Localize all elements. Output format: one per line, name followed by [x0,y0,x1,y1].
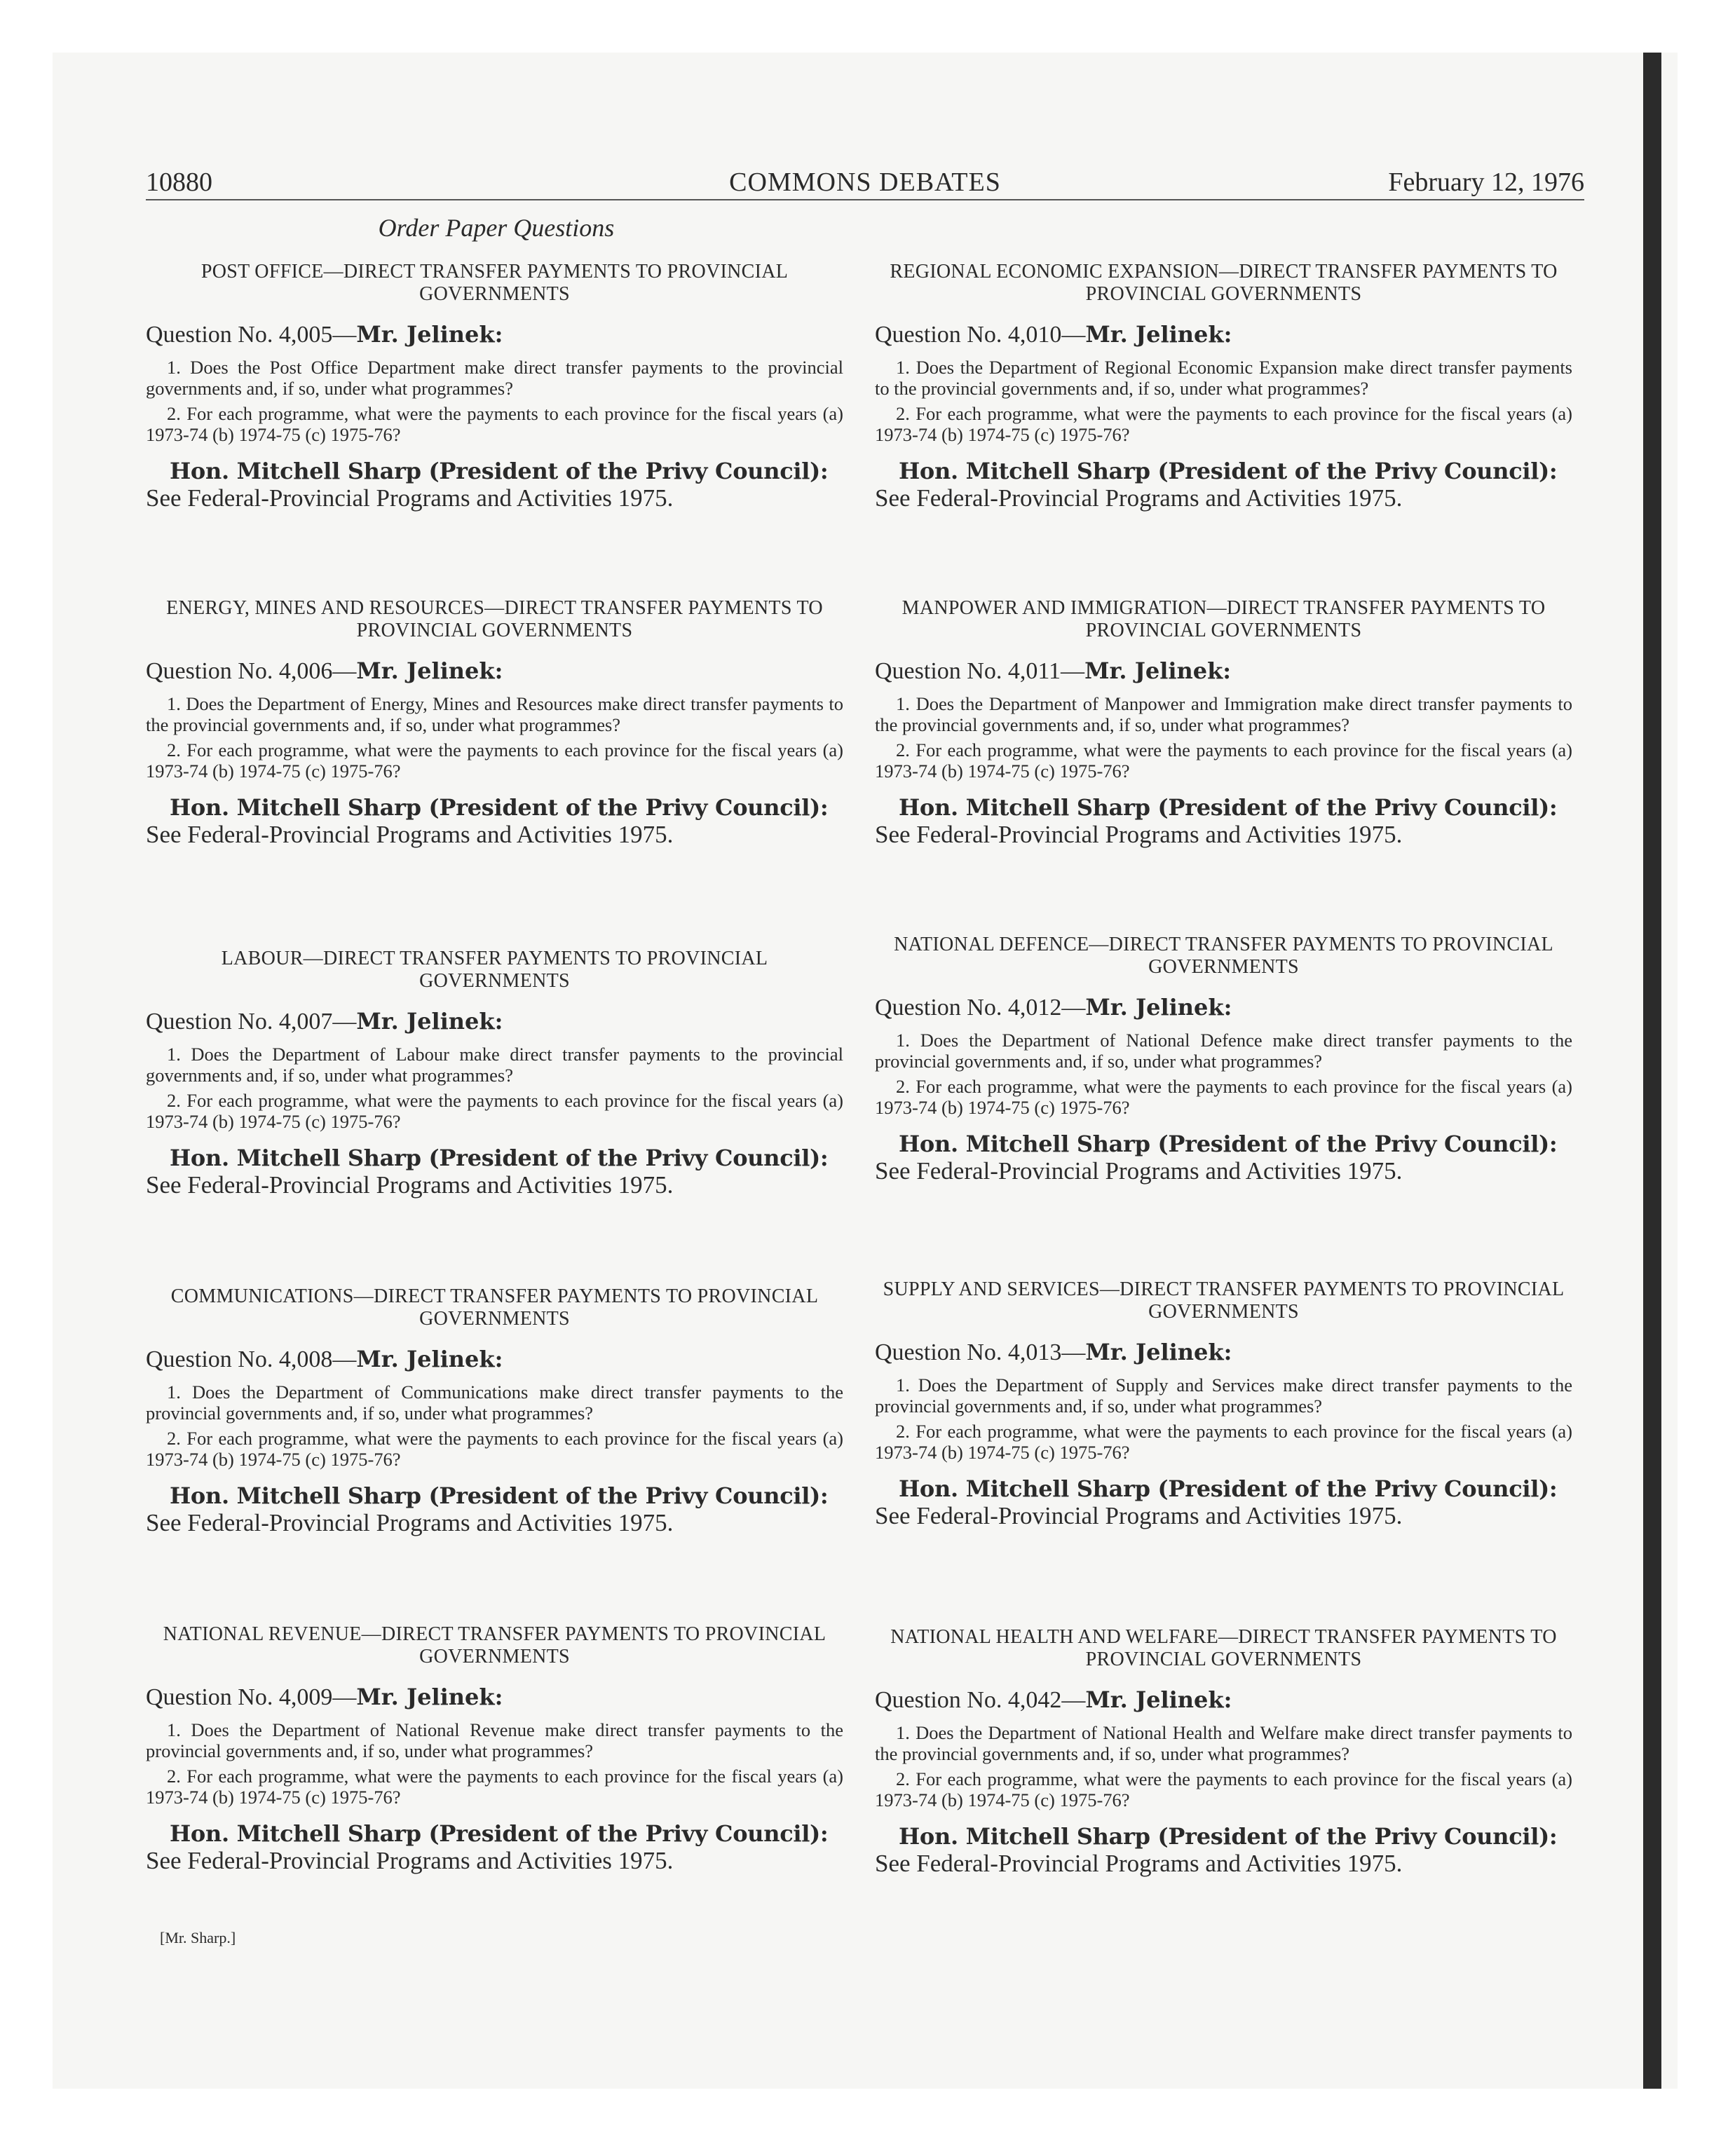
scan-edge-bar [1643,53,1661,2089]
question-part-2: 2. For each programme, what were the payments to each province for the fiscal years (a) 1973-74 (b) 1974-75 (c) 1975-76? [146,1766,843,1808]
question-heading: NATIONAL DEFENCE—DIRECT TRANSFER PAYMENTS TO PROVINCIAL GOVERNMENTS [894,934,1553,978]
question-heading: MANPOWER AND IMMIGRATION—DIRECT TRANSFER PAYMENTS TO PROVINCIAL GOVERNMENTS [901,597,1546,641]
question-entry [875,1626,1572,1878]
answer-speaker: Hon. Mitchell Sharp (President of the Privy Council): [170,1820,829,1847]
page-number: 10880 [146,168,212,197]
member-name: Mr. Jelinek: [356,1684,503,1710]
question-part-1: 1. Does the Department of National Revenue make direct transfer payments to the provincial governments and, if so, under what programmes? [146,1719,843,1761]
publication-title: COMMONS DEBATES [729,168,1001,197]
answer-speaker: Hon. Mitchell Sharp (President of the Privy Council): [170,1482,829,1509]
question-number: Question No. 4,005— [146,322,357,348]
page-header [146,163,1584,205]
member-name: Mr. Jelinek: [1085,321,1232,348]
question-number: Question No. 4,007— [146,1009,357,1035]
question-entry [875,261,1572,512]
question-number: Question No. 4,012— [875,995,1086,1021]
answer-reference: See Federal-Provincial Programs and Activities 1975. [875,1850,1403,1877]
answer-reference: See Federal-Provincial Programs and Activities 1975. [146,821,674,848]
question-number: Question No. 4,010— [875,322,1086,348]
question-part-2: 2. For each programme, what were the payments to each province for the fiscal years (a) 1973-74 (b) 1974-75 (c) 1975-76? [875,1076,1572,1118]
question-entry [146,1285,843,1537]
question-heading: POST OFFICE—DIRECT TRANSFER PAYMENTS TO PROVINCIAL GOVERNMENTS [200,261,789,305]
member-name: Mr. Jelinek: [356,1008,503,1035]
question-part-1: 1. Does the Department of Labour make direct transfer payments to the provincial governments and, if so, under what programmes? [146,1044,843,1086]
question-part-1: 1. Does the Department of National Health and Welfare make direct transfer payments to the provincial governments and, if so, under what programmes? [875,1722,1572,1764]
question-part-2: 2. For each programme, what were the payments to each province for the fiscal years (a) 1973-74 (b) 1974-75 (c) 1975-76? [875,1421,1572,1463]
question-number: Question No. 4,042— [875,1687,1086,1713]
answer-speaker: Hon. Mitchell Sharp (President of the Privy Council): [899,458,1558,484]
question-part-1: 1. Does the Department of Communications make direct transfer payments to the provincial governments and, if so, under what programmes? [146,1381,843,1424]
question-part-1: 1. Does the Department of Regional Economic Expansion make direct transfer payments to the provincial governments and, if so, under what programmes? [875,357,1572,399]
question-part-2: 2. For each programme, what were the payments to each province for the fiscal years (a) 1973-74 (b) 1974-75 (c) 1975-76? [146,403,843,445]
answer-speaker: Hon. Mitchell Sharp (President of the Privy Council): [899,1131,1558,1157]
answer-speaker: Hon. Mitchell Sharp (President of the Privy Council): [899,1475,1558,1502]
question-number: Question No. 4,009— [146,1684,357,1710]
question-number-line [146,321,843,348]
member-name: Mr. Jelinek: [356,657,503,684]
question-number-line [146,1684,843,1711]
answer-reference: See Federal-Provincial Programs and Activities 1975. [146,1171,674,1199]
question-heading: SUPPLY AND SERVICES—DIRECT TRANSFER PAYMENTS TO PROVINCIAL GOVERNMENTS [883,1278,1565,1323]
member-name: Mr. Jelinek: [356,321,503,348]
question-number: Question No. 4,013— [875,1339,1086,1365]
question-entry [146,597,843,849]
question-entry [146,1623,843,1875]
answer-reference: See Federal-Provincial Programs and Activities 1975. [875,1157,1403,1185]
question-number: Question No. 4,006— [146,658,357,684]
question-number: Question No. 4,011— [875,658,1085,684]
question-number-line [146,1008,843,1035]
question-number-line [875,1686,1572,1714]
member-name: Mr. Jelinek: [1084,657,1232,684]
answer-reference: See Federal-Provincial Programs and Activities 1975. [875,821,1403,848]
question-entry [875,934,1572,1185]
question-part-1: 1. Does the Department of Supply and Services make direct transfer payments to the provincial governments and, if so, under what programmes? [875,1374,1572,1417]
answer-speaker: Hon. Mitchell Sharp (President of the Privy Council): [170,458,829,484]
question-number-line [875,657,1572,685]
question-part-1: 1. Does the Post Office Department make direct transfer payments to the provincial governments and, if so, under what programmes? [146,357,843,399]
question-part-2: 2. For each programme, what were the payments to each province for the fiscal years (a) 1973-74 (b) 1974-75 (c) 1975-76? [875,1768,1572,1810]
member-name: Mr. Jelinek: [356,1346,503,1372]
answer-reference: See Federal-Provincial Programs and Activities 1975. [875,1502,1403,1529]
answer-speaker: Hon. Mitchell Sharp (President of the Privy Council): [170,1145,829,1171]
question-entry [146,261,843,512]
question-heading: ENERGY, MINES AND RESOURCES—DIRECT TRANSFER PAYMENTS TO PROVINCIAL GOVERNMENTS [166,597,823,641]
question-number-line [146,657,843,685]
speaker-footer-reference: [Mr. Sharp.] [160,1929,236,1946]
question-part-2: 2. For each programme, what were the payments to each province for the fiscal years (a) 1973-74 (b) 1974-75 (c) 1975-76? [146,1428,843,1470]
question-part-1: 1. Does the Department of Manpower and Immigration make direct transfer payments to the provincial governments and, if so, under what programmes? [875,693,1572,735]
question-part-2: 2. For each programme, what were the payments to each province for the fiscal years (a) 1973-74 (b) 1974-75 (c) 1975-76? [146,739,843,782]
question-number-line [146,1346,843,1373]
question-heading: NATIONAL REVENUE—DIRECT TRANSFER PAYMENTS TO PROVINCIAL GOVERNMENTS [163,1623,826,1667]
question-entry [875,1278,1572,1530]
question-entry [875,597,1572,849]
question-entry [146,948,843,1199]
header-rule [146,199,1584,200]
question-number-line [875,1339,1572,1366]
section-subtitle: Order Paper Questions [378,214,615,242]
answer-reference: See Federal-Provincial Programs and Activities 1975. [146,484,674,512]
question-part-2: 2. For each programme, what were the payments to each province for the fiscal years (a) 1973-74 (b) 1974-75 (c) 1975-76? [875,739,1572,782]
question-part-1: 1. Does the Department of National Defence make direct transfer payments to the provincial governments and, if so, under what programmes? [875,1030,1572,1072]
question-heading: REGIONAL ECONOMIC EXPANSION—DIRECT TRANSFER PAYMENTS TO PROVINCIAL GOVERNMENTS [890,261,1558,305]
question-part-2: 2. For each programme, what were the payments to each province for the fiscal years (a) 1973-74 (b) 1974-75 (c) 1975-76? [875,403,1572,445]
publication-date: February 12, 1976 [1388,168,1584,197]
question-number: Question No. 4,008— [146,1346,357,1372]
answer-speaker: Hon. Mitchell Sharp (President of the Privy Council): [899,1823,1558,1850]
answer-reference: See Federal-Provincial Programs and Activities 1975. [146,1509,674,1536]
member-name: Mr. Jelinek: [1085,994,1232,1021]
question-heading: NATIONAL HEALTH AND WELFARE—DIRECT TRANSFER PAYMENTS TO PROVINCIAL GOVERNMENTS [890,1626,1557,1670]
member-name: Mr. Jelinek: [1085,1339,1232,1365]
question-heading: COMMUNICATIONS—DIRECT TRANSFER PAYMENTS TO PROVINCIAL GOVERNMENTS [170,1285,819,1330]
answer-reference: See Federal-Provincial Programs and Activities 1975. [146,1847,674,1874]
answer-speaker: Hon. Mitchell Sharp (President of the Privy Council): [170,794,829,821]
answer-reference: See Federal-Provincial Programs and Activities 1975. [875,484,1403,512]
member-name: Mr. Jelinek: [1085,1686,1232,1713]
question-part-2: 2. For each programme, what were the payments to each province for the fiscal years (a) 1973-74 (b) 1974-75 (c) 1975-76? [146,1090,843,1132]
question-number-line [875,321,1572,348]
question-heading: LABOUR—DIRECT TRANSFER PAYMENTS TO PROVINCIAL GOVERNMENTS [221,948,768,992]
question-number-line [875,994,1572,1021]
answer-speaker: Hon. Mitchell Sharp (President of the Privy Council): [899,794,1558,821]
question-part-1: 1. Does the Department of Energy, Mines and Resources make direct transfer payments to the provincial governments and, if so, under what programmes? [146,693,843,735]
